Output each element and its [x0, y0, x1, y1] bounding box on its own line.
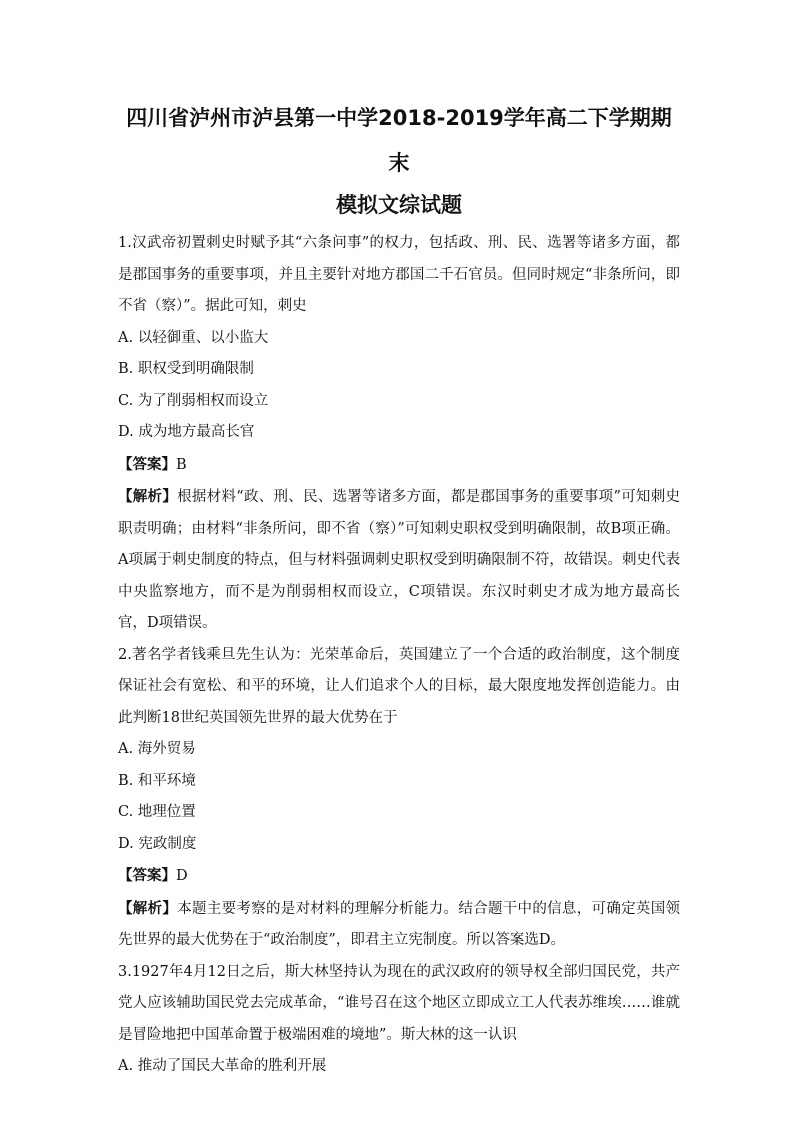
question-stem: 2.著名学者钱乘旦先生认为：光荣革命后，英国建立了一个合适的政治制度，这个制度保证社会有宽松、和平的环境，让人们追求个人的目标，最大限度地发挥创造能力。由此判断18世纪英国领先世界的最大优势在于: [118, 646, 680, 726]
option-d: D. 成为地方最高长官: [118, 424, 255, 440]
option-d: D. 宪政制度: [118, 835, 197, 852]
analysis-paragraph: [118, 481, 680, 640]
option-a: A. 推动了国民大革命的胜利开展: [118, 1058, 327, 1074]
option-b: B. 职权受到明确限制: [118, 361, 254, 377]
question-stem: 3.1927年4月12日之后，斯大林坚持认为现在的武汉政府的领导权全部归国民党，共产党人应该辅助国民党去完成革命，“谁号召在这个地区立即成立工人代表苏维埃……谁就是冒险地把中国革命置于极端困难的境地”。斯大林的这一认识: [118, 963, 680, 1043]
document-page: [118, 96, 680, 1083]
document-subtitle: 模拟文综试题: [336, 193, 462, 217]
option-c: C. 地理位置: [118, 804, 196, 820]
answer-value: B: [176, 456, 187, 473]
answer-line: [118, 860, 680, 893]
question-stem: 1.汉武帝初置刺史时赋予其“六条问事”的权力，包括政、刑、民、选署等诸多方面，都是郡国事务的重要事项，并且主要针对地方郡国二千石官员。但同时规定“非条所问，即不省（察）”。据此可知，刺史: [118, 235, 680, 314]
question-3: [118, 957, 680, 1083]
analysis-label: 【解析】: [118, 488, 178, 505]
option-b: B. 和平环境: [118, 772, 196, 789]
question-2: [118, 640, 680, 957]
option-a: A. 以轻御重、以小监大: [118, 329, 269, 346]
analysis-label: 【解析】: [118, 899, 178, 917]
answer-label: 【答案】: [118, 867, 176, 884]
analysis-text: 根据材料“政、刑、民、选署等诸多方面，都是郡国事务的重要事项”可知刺史职责明确；由材料“非条所问，即不省（察）”可知刺史职权受到明确限制，故B项正确。A项属于刺史制度的特点，但与材料强调刺史职权受到明确限制不符，故错误。刺史代表中央监察地方，而不是为削弱相权而设立，C项错误。东汉时刺史才成为地方最高长官，D项错误。: [118, 489, 680, 631]
answer-label: 【答案】: [118, 455, 176, 473]
answer-value: D: [176, 868, 188, 884]
analysis-text: 本题主要考察的是对材料的理解分析能力。结合题干中的信息，可确定英国领先世界的最大优势在于“政治制度”，即君主立宪制度。所以答案选D。: [118, 900, 681, 948]
answer-line: [118, 449, 680, 482]
option-c: C. 为了削弱相权而设立: [118, 392, 269, 409]
document-title: 四川省泸州市泸县第一中学2018-2019学年高二下学期期末: [126, 106, 672, 175]
option-a: A. 海外贸易: [118, 741, 196, 757]
analysis-paragraph: [118, 893, 680, 957]
question-1: [118, 228, 680, 640]
